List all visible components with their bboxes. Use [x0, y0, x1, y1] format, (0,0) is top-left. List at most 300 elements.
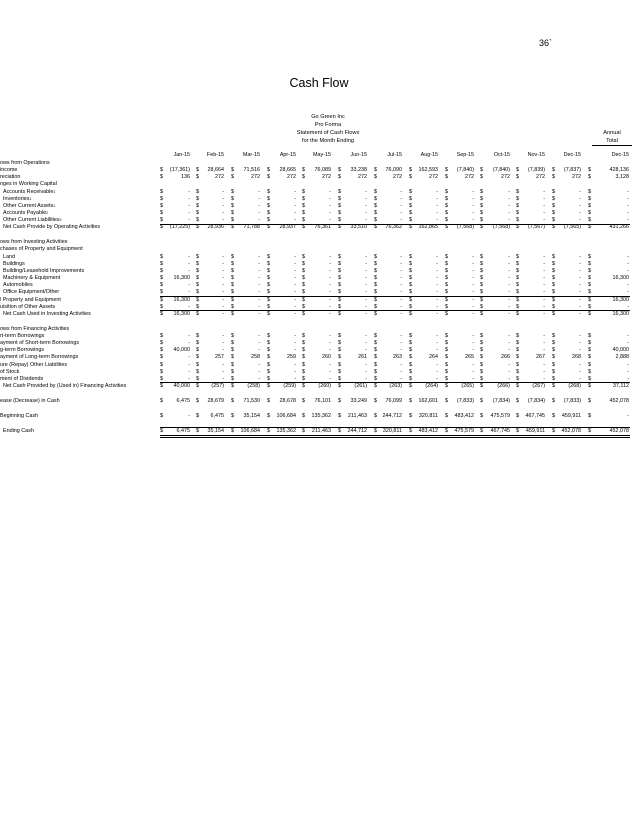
value-cell [409, 398, 438, 405]
value-cell [445, 196, 474, 203]
table-row [0, 275, 638, 282]
cell-value: 6,475 [176, 397, 190, 404]
dollar-sign: $ [552, 382, 555, 389]
dollar-sign: $ [409, 427, 412, 434]
cell-value: - [258, 202, 260, 209]
value-cell [480, 347, 510, 354]
cell-value: 459,911 [561, 412, 581, 419]
dollar-sign: $ [302, 368, 305, 375]
cell-value: - [627, 195, 629, 202]
dollar-sign: $ [196, 412, 199, 419]
cell-value: - [579, 368, 581, 375]
cell-value: (268) [568, 382, 581, 389]
dollar-sign: $ [588, 340, 591, 347]
value-cell [231, 167, 260, 174]
value-cell [196, 428, 224, 435]
cell-value: - [365, 260, 367, 267]
dollar-sign: $ [160, 382, 163, 389]
value-cell [302, 224, 331, 231]
dollar-sign: $ [445, 188, 448, 195]
row-label [0, 246, 83, 253]
cell-value: - [329, 368, 331, 375]
cell-value: - [508, 260, 510, 267]
cell-value: - [436, 375, 438, 382]
value-cell [160, 282, 190, 289]
value-cell [480, 428, 510, 435]
dollar-sign: $ [267, 427, 270, 434]
dollar-sign: $ [338, 354, 341, 361]
dollar-sign: $ [445, 253, 448, 260]
value-cell [302, 275, 331, 282]
dollar-sign: $ [516, 361, 519, 368]
row-label-text: Ending Cash [3, 427, 34, 434]
cell-value: 272 [251, 174, 260, 181]
dollar-sign: $ [552, 253, 555, 260]
cell-value: - [543, 368, 545, 375]
value-cell [196, 383, 224, 390]
cell-value: (7,567) [527, 224, 545, 231]
cell-value: 16,300 [612, 296, 629, 303]
value-cell [516, 369, 545, 376]
cell-value: - [222, 282, 224, 289]
value-cell [374, 362, 402, 369]
dollar-sign: $ [516, 332, 519, 339]
value-cell [516, 189, 545, 196]
subtotal-rule [160, 296, 630, 297]
dollar-sign: $ [409, 382, 412, 389]
cell-value: 106,684 [240, 427, 260, 434]
cell-value: - [579, 310, 581, 317]
dollar-sign: $ [445, 210, 448, 217]
cell-value: 431,266 [609, 224, 629, 231]
dollar-sign: $ [267, 167, 270, 174]
cell-value: 211,463 [311, 427, 331, 434]
value-cell [588, 210, 629, 217]
value-cell [338, 196, 367, 203]
value-cell [338, 347, 367, 354]
value-cell [409, 268, 438, 275]
cell-value: - [472, 347, 474, 354]
cell-value: - [472, 310, 474, 317]
cell-value: 272 [393, 174, 402, 181]
value-cell [588, 362, 629, 369]
cell-value: - [579, 347, 581, 354]
value-cell [267, 347, 296, 354]
value-cell [160, 210, 190, 217]
dollar-sign: $ [588, 382, 591, 389]
dollar-sign: $ [516, 289, 519, 296]
dollar-sign: $ [480, 267, 483, 274]
dollar-sign: $ [302, 397, 305, 404]
dollar-sign: $ [338, 174, 341, 181]
dollar-sign: $ [196, 303, 199, 310]
cell-value: - [508, 217, 510, 224]
cell-value: (258) [247, 382, 260, 389]
dollar-sign: $ [302, 174, 305, 181]
cell-value: - [508, 368, 510, 375]
cell-value: - [543, 303, 545, 310]
table-row [0, 340, 638, 347]
dollar-sign: $ [267, 275, 270, 282]
annual-label: Annual [603, 130, 621, 136]
dollar-sign: $ [196, 210, 199, 217]
value-cell [231, 268, 260, 275]
cell-value: - [543, 210, 545, 217]
cell-value: 135,362 [276, 427, 296, 434]
dollar-sign: $ [160, 412, 163, 419]
value-cell [267, 268, 296, 275]
value-cell [445, 297, 474, 304]
dollar-sign: $ [196, 275, 199, 282]
cell-value: - [436, 210, 438, 217]
table-row [0, 167, 638, 174]
dollar-sign: $ [552, 340, 555, 347]
dollar-sign: $ [302, 210, 305, 217]
dollar-sign: $ [480, 310, 483, 317]
value-cell [516, 254, 545, 261]
dollar-sign: $ [338, 303, 341, 310]
cell-value: - [400, 303, 402, 310]
dollar-sign: $ [196, 202, 199, 209]
dollar-sign: $ [588, 354, 591, 361]
dollar-sign: $ [231, 282, 234, 289]
value-cell [480, 333, 510, 340]
dollar-sign: $ [267, 354, 270, 361]
value-cell [338, 261, 367, 268]
cell-value: 162,865 [418, 224, 438, 231]
cell-value: - [472, 202, 474, 209]
dollar-sign: $ [374, 375, 377, 382]
cell-value: 40,000 [173, 347, 190, 354]
cell-value: - [294, 267, 296, 274]
value-cell [374, 167, 402, 174]
cell-value: 33,238 [350, 167, 367, 174]
dollar-sign: $ [302, 375, 305, 382]
value-cell [552, 224, 581, 231]
dollar-sign: $ [409, 282, 412, 289]
value-cell [302, 347, 331, 354]
dollar-sign: $ [516, 224, 519, 231]
value-cell [374, 261, 402, 268]
value-cell [445, 311, 474, 318]
cell-value: (17,225) [169, 224, 190, 231]
value-cell [302, 398, 331, 405]
dollar-sign: $ [552, 303, 555, 310]
value-cell [409, 254, 438, 261]
value-cell [552, 189, 581, 196]
dollar-sign: $ [516, 310, 519, 317]
dollar-sign: $ [445, 202, 448, 209]
value-cell [302, 167, 331, 174]
cell-value: - [329, 361, 331, 368]
cell-value: 452,078 [609, 427, 629, 434]
total-row [0, 383, 638, 390]
dollar-sign: $ [267, 253, 270, 260]
value-cell [302, 174, 331, 181]
cell-value: - [365, 188, 367, 195]
value-cell [231, 362, 260, 369]
cell-value: - [472, 340, 474, 347]
cell-value: (7,837) [563, 167, 581, 174]
row-label-text: Buildings [3, 260, 25, 267]
dollar-sign: $ [480, 275, 483, 282]
value-cell [374, 254, 402, 261]
dollar-sign: $ [374, 310, 377, 317]
value-cell [480, 297, 510, 304]
value-cell [480, 210, 510, 217]
value-cell [516, 174, 545, 181]
dollar-sign: $ [374, 267, 377, 274]
footnote-marker: 2 [46, 211, 49, 216]
cell-value: 76,089 [314, 167, 331, 174]
value-cell [552, 383, 581, 390]
dollar-sign: $ [338, 267, 341, 274]
cell-value: - [508, 361, 510, 368]
cell-value: - [508, 347, 510, 354]
value-cell [445, 261, 474, 268]
dollar-sign: $ [516, 253, 519, 260]
value-cell [516, 261, 545, 268]
value-cell [445, 210, 474, 217]
cell-value: - [188, 375, 190, 382]
cell-value: 272 [501, 174, 510, 181]
cell-value: - [365, 282, 367, 289]
cell-value: (7,565) [563, 224, 581, 231]
dollar-sign: $ [480, 412, 483, 419]
cell-value: - [365, 340, 367, 347]
cell-value: - [365, 296, 367, 303]
dollar-sign: $ [267, 296, 270, 303]
row-label-text: chases of Property and Equipment [0, 246, 83, 253]
cell-value: - [329, 289, 331, 296]
value-cell [374, 340, 402, 347]
cell-value: (265) [461, 382, 474, 389]
value-cell [409, 174, 438, 181]
dollar-sign: $ [374, 382, 377, 389]
cell-value: - [329, 296, 331, 303]
dollar-sign: $ [552, 412, 555, 419]
value-cell [160, 268, 190, 275]
cell-value: 28,665 [279, 167, 296, 174]
dollar-sign: $ [374, 188, 377, 195]
month-header: Jan-15 [173, 152, 190, 158]
dollar-sign: $ [516, 210, 519, 217]
value-cell [409, 311, 438, 318]
cell-value: - [579, 296, 581, 303]
value-cell [302, 210, 331, 217]
dollar-sign: $ [302, 202, 305, 209]
cell-value: - [222, 296, 224, 303]
dollar-sign: $ [374, 340, 377, 347]
value-cell [445, 224, 474, 231]
month-header: Dec-15 [611, 152, 629, 158]
dollar-sign: $ [516, 382, 519, 389]
value-cell [338, 311, 367, 318]
cell-value: - [627, 375, 629, 382]
dollar-sign: $ [338, 275, 341, 282]
value-cell [160, 275, 190, 282]
dollar-sign: $ [302, 195, 305, 202]
cell-value: - [472, 260, 474, 267]
page-title: Cash Flow [289, 76, 349, 90]
cell-value: - [294, 275, 296, 282]
dollar-sign: $ [231, 167, 234, 174]
value-cell [588, 189, 629, 196]
dollar-sign: $ [160, 289, 163, 296]
dollar-sign: $ [445, 296, 448, 303]
subtotal-rule [160, 382, 630, 383]
value-cell [160, 297, 190, 304]
cell-value: - [508, 275, 510, 282]
table-row [0, 282, 638, 289]
dollar-sign: $ [552, 224, 555, 231]
dollar-sign: $ [196, 310, 199, 317]
value-cell [302, 282, 331, 289]
value-cell [267, 282, 296, 289]
dollar-sign: $ [160, 375, 163, 382]
value-cell [374, 428, 402, 435]
row-label [0, 347, 44, 354]
dollar-sign: $ [374, 253, 377, 260]
dollar-sign: $ [409, 397, 412, 404]
value-cell [196, 210, 224, 217]
dollar-sign: $ [552, 296, 555, 303]
value-cell [552, 275, 581, 282]
dollar-sign: $ [552, 347, 555, 354]
cell-value: - [579, 289, 581, 296]
cell-value: 211,463 [347, 412, 367, 419]
dollar-sign: $ [374, 174, 377, 181]
value-cell [445, 282, 474, 289]
cell-value: - [258, 332, 260, 339]
value-cell [552, 311, 581, 318]
dollar-sign: $ [267, 332, 270, 339]
cell-value: (264) [425, 382, 438, 389]
dollar-sign: $ [231, 375, 234, 382]
value-cell [374, 210, 402, 217]
cell-value: 16,300 [612, 310, 629, 317]
dollar-sign: $ [302, 382, 305, 389]
dollar-sign: $ [552, 202, 555, 209]
dollar-sign: $ [160, 354, 163, 361]
dollar-sign: $ [588, 303, 591, 310]
section-heading [0, 326, 638, 333]
dollar-sign: $ [445, 303, 448, 310]
cell-value: - [258, 210, 260, 217]
month-header: Aug-15 [420, 152, 438, 158]
value-cell [160, 261, 190, 268]
dollar-sign: $ [409, 188, 412, 195]
dollar-sign: $ [338, 397, 341, 404]
value-cell [374, 282, 402, 289]
value-cell [338, 340, 367, 347]
cell-value: - [400, 260, 402, 267]
cell-value: - [579, 260, 581, 267]
value-cell [552, 354, 581, 361]
dollar-sign: $ [480, 210, 483, 217]
dollar-sign: $ [552, 260, 555, 267]
value-cell [267, 369, 296, 376]
cell-value: - [508, 332, 510, 339]
dollar-sign: $ [480, 217, 483, 224]
cell-value: - [329, 188, 331, 195]
dollar-sign: $ [374, 167, 377, 174]
cell-value: - [436, 296, 438, 303]
cell-value: - [543, 310, 545, 317]
value-cell [552, 261, 581, 268]
cell-value: - [508, 282, 510, 289]
value-cell [302, 311, 331, 318]
cell-value: - [508, 202, 510, 209]
dollar-sign: $ [302, 217, 305, 224]
dollar-sign: $ [231, 368, 234, 375]
cell-value: - [400, 217, 402, 224]
dollar-sign: $ [374, 289, 377, 296]
value-cell [516, 383, 545, 390]
cell-value: (259) [283, 382, 296, 389]
dollar-sign: $ [160, 397, 163, 404]
value-cell [160, 311, 190, 318]
cell-value: - [365, 267, 367, 274]
value-cell [445, 398, 474, 405]
row-label-text: ment of Dividends [0, 375, 44, 382]
dollar-sign: $ [267, 375, 270, 382]
value-cell [588, 275, 629, 282]
cell-value: - [329, 375, 331, 382]
row-label [0, 354, 78, 361]
dollar-sign: $ [196, 368, 199, 375]
dollar-sign: $ [480, 167, 483, 174]
value-cell [196, 340, 224, 347]
value-cell [409, 362, 438, 369]
value-cell [409, 261, 438, 268]
cell-value: - [365, 202, 367, 209]
value-cell [231, 224, 260, 231]
dollar-sign: $ [231, 174, 234, 181]
dollar-sign: $ [267, 412, 270, 419]
dollar-sign: $ [409, 340, 412, 347]
value-cell [445, 347, 474, 354]
dollar-sign: $ [231, 397, 234, 404]
cell-value: - [627, 340, 629, 347]
cell-value: - [472, 375, 474, 382]
value-cell [160, 383, 190, 390]
value-cell [374, 196, 402, 203]
value-cell [480, 383, 510, 390]
value-cell [160, 254, 190, 261]
value-cell [196, 354, 224, 361]
value-cell [588, 369, 629, 376]
cell-value: - [329, 195, 331, 202]
dollar-sign: $ [231, 332, 234, 339]
dollar-sign: $ [445, 167, 448, 174]
dollar-sign: $ [196, 361, 199, 368]
value-cell [409, 167, 438, 174]
value-cell [267, 340, 296, 347]
dollar-sign: $ [480, 368, 483, 375]
dollar-sign: $ [231, 267, 234, 274]
row-label-text: ows from Investing Activities [0, 239, 68, 246]
value-cell [160, 167, 190, 174]
value-cell [231, 174, 260, 181]
row-label-text: Net Cash Provide by Operating Activities [3, 224, 101, 231]
cell-value: - [579, 210, 581, 217]
table-row [0, 333, 638, 340]
row-label [3, 189, 55, 196]
dollar-sign: $ [196, 332, 199, 339]
dollar-sign: $ [302, 310, 305, 317]
dollar-sign: $ [196, 347, 199, 354]
